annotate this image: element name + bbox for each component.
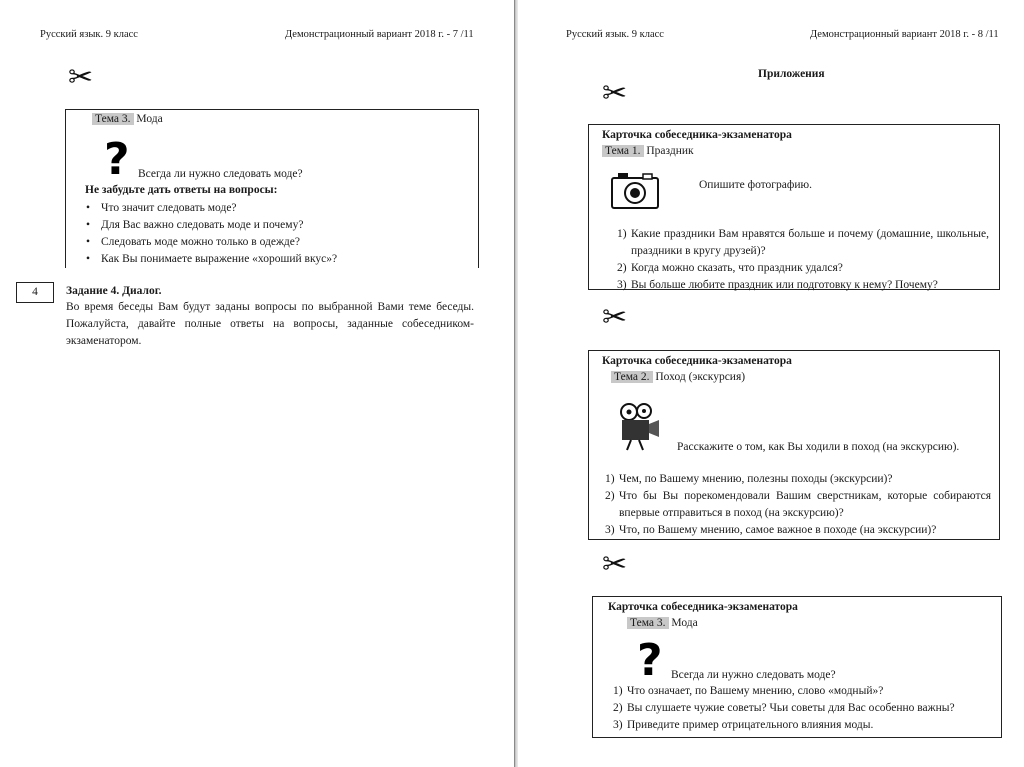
list-item: 3) Вы больше любите праздник или подготовку к нему? Почему?: [617, 279, 938, 291]
question-mark-icon: ?: [637, 635, 663, 686]
theme-name: Мода: [136, 113, 163, 125]
list-item: • Что значит следовать моде?: [84, 200, 464, 217]
header-variant: Демонстрационный вариант 2018 г. - 7 /11: [285, 29, 474, 40]
header-subject: Русский язык. 9 класс: [566, 29, 664, 40]
card-title: Карточка собеседника-экзаменатора: [608, 601, 798, 613]
section-title: Приложения: [758, 68, 825, 80]
examiner-card-1: [588, 124, 1000, 290]
question-list: [613, 683, 993, 734]
theme-line: [627, 615, 698, 632]
theme-box: [65, 109, 479, 268]
task-number-box: 4: [16, 282, 54, 303]
card-prompt: Всегда ли нужно следовать моде?: [671, 669, 836, 681]
theme-label: Тема 2.: [611, 371, 653, 383]
list-item: 1) Что означает, по Вашему мнению, слово «модный»?: [613, 685, 884, 697]
list-item: 2) Вы слушаете чужие советы? Чьи советы для Вас особенно важны?: [613, 702, 955, 714]
question-list: [617, 226, 989, 294]
examiner-card-3: [592, 596, 1002, 738]
theme-line: [602, 143, 694, 160]
scissors-icon: ✂: [602, 300, 628, 335]
theme-line: [92, 111, 163, 128]
theme-name: Поход (экскурсия): [655, 371, 746, 383]
card-title: Карточка собеседника-экзаменатора: [602, 129, 792, 141]
theme-name: Праздник: [646, 145, 694, 157]
theme-label: Тема 1.: [602, 145, 644, 157]
list-item: 2) Что бы Вы порекомендовали Вашим сверстникам, которые собираются впервые отправиться в поход (на экскурсию)?: [605, 490, 991, 519]
scissors-icon: ✂: [602, 76, 628, 111]
list-item: 1) Какие праздники Вам нравятся больше и почему (домашние, школьные, праздники в кругу друзей)?: [617, 228, 989, 257]
list-item: 3) Что, по Вашему мнению, самое важное в походе (на экскурсии)?: [605, 524, 937, 536]
card-prompt: Расскажите о том, как Вы ходили в поход (на экскурсию).: [677, 441, 960, 453]
list-item: 2) Когда можно сказать, что праздник удался?: [617, 262, 843, 274]
scissors-icon: ✂: [602, 547, 628, 582]
camera-icon: [611, 171, 659, 209]
scissors-icon: ✂: [68, 60, 94, 95]
examiner-card-2: [588, 350, 1000, 540]
question-mark-icon: ?: [104, 134, 130, 185]
list-item: 3) Приведите пример отрицательного влияния моды.: [613, 719, 874, 731]
bullet-list: [84, 200, 464, 268]
header-variant: Демонстрационный вариант 2018 г. - 8 /11: [810, 29, 999, 40]
question-list: [605, 471, 991, 539]
list-item: • Следовать моде можно только в одежде?: [84, 234, 464, 251]
list-item: • Для Вас важно следовать моде и почему?: [84, 217, 464, 234]
card-prompt: Опишите фотографию.: [699, 179, 812, 191]
film-projector-icon: [619, 403, 661, 451]
reminder-text: Не забудьте дать ответы на вопросы:: [85, 184, 278, 196]
page-right: [518, 0, 1024, 767]
card-title: Карточка собеседника-экзаменатора: [602, 355, 792, 367]
list-item: • Как Вы понимаете выражение «хороший вкус»?: [84, 251, 464, 268]
theme-question: Всегда ли нужно следовать моде?: [138, 168, 303, 180]
task-title: Задание 4. Диалог.: [66, 285, 162, 297]
theme-line: [611, 369, 745, 386]
header-subject: Русский язык. 9 класс: [40, 29, 138, 40]
theme-name: Мода: [671, 617, 698, 629]
theme-label: Тема 3.: [92, 113, 134, 125]
task-body: Во время беседы Вам будут заданы вопросы по выбранной Вами теме беседы. Пожалуйста, давайте полные ответы на вопросы, заданные собеседником-экзаменатором.: [66, 301, 474, 347]
theme-label: Тема 3.: [627, 617, 669, 629]
list-item: 1) Чем, по Вашему мнению, полезны походы (экскурсии)?: [605, 473, 893, 485]
